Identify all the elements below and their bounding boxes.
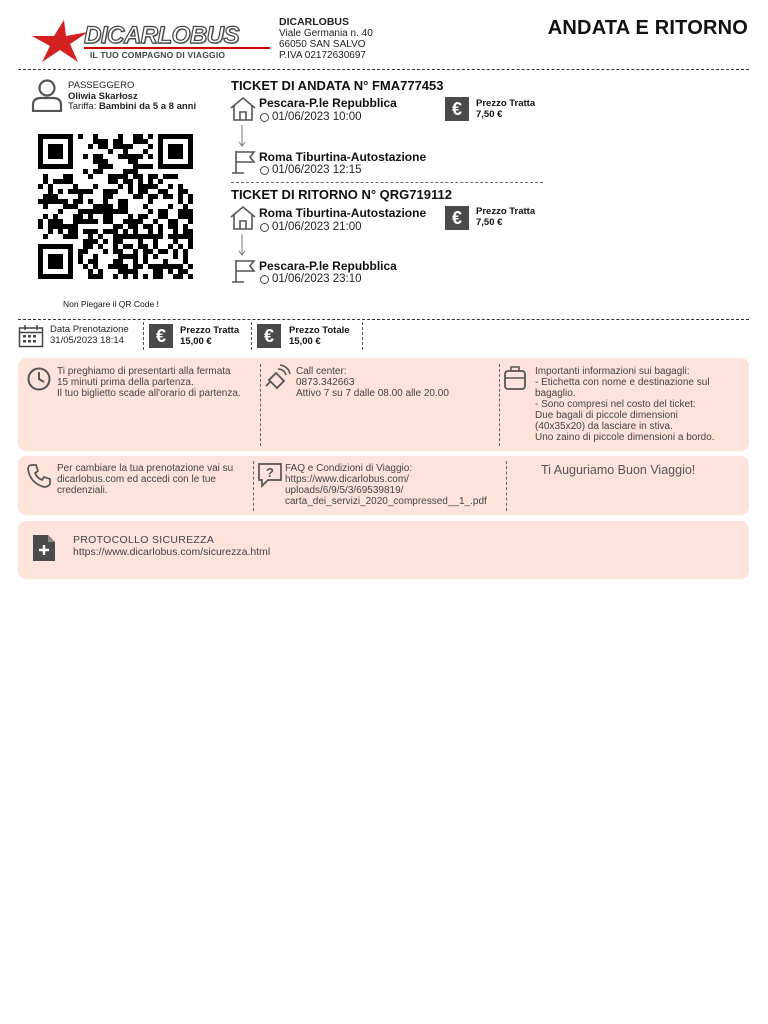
faq-link[interactable] bbox=[285, 463, 487, 507]
arrow-down-icon bbox=[238, 234, 246, 256]
luggage-info bbox=[535, 366, 715, 443]
luggage-line-7: Uno zaino di piccole dimensioni a bordo. bbox=[535, 432, 715, 443]
panel-sep bbox=[499, 364, 500, 446]
call-center-number: 0873.342663 bbox=[296, 377, 355, 388]
house-icon bbox=[229, 96, 257, 122]
arrival-note-line-2: 15 minuti prima della partenza. bbox=[57, 377, 194, 388]
tariff-label: Tariffa: bbox=[68, 101, 97, 112]
return-to: Pescara-P.le Repubblica bbox=[259, 259, 397, 273]
goodbye-message: Ti Auguriamo Buon Viaggio! bbox=[541, 463, 696, 477]
return-from: Roma Tiburtina-Autostazione bbox=[259, 206, 427, 220]
ticket-type-title: ANDATA E RITORNO bbox=[547, 17, 748, 39]
outbound-ticket-heading: TICKET DI ANDATA N° FMA777453 bbox=[231, 78, 444, 93]
call-center-label: Call center: bbox=[296, 366, 347, 377]
question-icon bbox=[257, 462, 283, 488]
clock-icon bbox=[260, 113, 269, 122]
outbound-price-label: Prezzo Tratta bbox=[476, 98, 536, 109]
euro-icon: € bbox=[445, 97, 469, 121]
return-price-block bbox=[476, 206, 535, 228]
qr-code bbox=[38, 134, 193, 279]
outbound-arrive-time: 01/06/2023 12:15 bbox=[272, 164, 362, 176]
change-line-1: Per cambiare la tua prenotazione vai su bbox=[57, 463, 234, 474]
phone-hand-icon bbox=[264, 364, 292, 390]
divider-top bbox=[18, 69, 749, 70]
divider-middle bbox=[18, 319, 749, 320]
faq-line-2[interactable]: https://www.dicarlobus.com/ bbox=[285, 474, 409, 485]
alarm-icon bbox=[26, 366, 52, 392]
faq-line-4[interactable]: carta_dei_servizi_2020_compressed__1_.pdf bbox=[285, 496, 487, 507]
outbound-depart-time: 01/06/2023 10:00 bbox=[272, 111, 362, 123]
clock-icon bbox=[260, 275, 269, 284]
booking-label: Data Prenotazione bbox=[50, 324, 129, 335]
segment-price-label: Prezzo Tratta bbox=[180, 325, 240, 336]
outbound-to: Roma Tiburtina-Autostazione bbox=[259, 150, 427, 164]
outbound-price: 7,50 € bbox=[476, 109, 503, 120]
return-arrive bbox=[260, 273, 362, 285]
document-plus-icon bbox=[31, 533, 57, 563]
vat-number: P.IVA 02172630697 bbox=[279, 50, 366, 61]
return-ticket-heading: TICKET DI RITORNO N° QRG719112 bbox=[231, 187, 452, 202]
summary-sep-1 bbox=[143, 322, 144, 350]
svg-text:?: ? bbox=[266, 465, 274, 480]
return-price-label: Prezzo Tratta bbox=[476, 206, 536, 217]
panel-sep bbox=[253, 461, 254, 511]
segment-price-block bbox=[180, 325, 239, 347]
panel-sep bbox=[260, 364, 261, 446]
flag-icon bbox=[230, 147, 258, 175]
luggage-line-1: Importanti informazioni sui bagagli: bbox=[535, 366, 690, 377]
logo-tagline: IL TUO COMPAGNO DI VIAGGIO bbox=[90, 50, 226, 60]
security-url[interactable]: https://www.dicarlobus.com/sicurezza.html bbox=[73, 546, 271, 558]
return-depart bbox=[260, 221, 362, 233]
tariff-row bbox=[68, 102, 196, 113]
company-info bbox=[279, 17, 373, 61]
qr-note: Non Piegare il QR Code ! bbox=[63, 299, 159, 309]
faq-line-1: FAQ e Condizioni di Viaggio: bbox=[285, 463, 413, 474]
passenger-label: PASSEGGERO bbox=[68, 80, 135, 91]
total-price-label: Prezzo Totale bbox=[289, 325, 350, 336]
address-line-1: Viale Germania n. 40 bbox=[279, 28, 373, 39]
euro-icon: € bbox=[149, 324, 173, 348]
total-price: 15,00 € bbox=[289, 336, 321, 347]
security-protocol bbox=[73, 534, 270, 558]
change-line-2[interactable]: dicarlobus.com ed accedi con le tue bbox=[57, 474, 216, 485]
person-icon bbox=[31, 78, 63, 112]
euro-icon: € bbox=[257, 324, 281, 348]
summary-sep-2 bbox=[251, 322, 252, 350]
passenger-name: Oliwia Skarłosz bbox=[68, 91, 138, 102]
return-price: 7,50 € bbox=[476, 217, 503, 228]
luggage-line-4: - Sono compresi nel costo del ticket: bbox=[535, 399, 696, 410]
ticket-divider bbox=[231, 182, 543, 183]
call-center-hours: Attivo 7 su 7 dalle 08.00 alle 20.00 bbox=[296, 388, 449, 399]
luggage-line-5: Due bagali di piccole dimensioni bbox=[535, 410, 678, 421]
change-line-3: credenziali. bbox=[57, 485, 108, 496]
outbound-depart bbox=[260, 111, 362, 123]
tariff-value: Bambini da 5 a 8 anni bbox=[98, 101, 197, 112]
panel-sep bbox=[506, 461, 507, 511]
company-name: DICARLOBUS bbox=[279, 16, 349, 28]
luggage-line-3: bagaglio. bbox=[535, 388, 576, 399]
security-label: PROTOCOLLO SICUREZZA bbox=[73, 534, 215, 546]
flag-icon bbox=[230, 256, 258, 284]
call-center bbox=[296, 366, 449, 399]
return-arrive-time: 01/06/2023 23:10 bbox=[272, 273, 362, 285]
booking-date-block bbox=[50, 325, 129, 346]
outbound-price-block bbox=[476, 98, 535, 120]
euro-icon: € bbox=[445, 206, 469, 230]
arrival-note-line-1: Ti preghiamo di presentarti alla fermata bbox=[57, 366, 231, 377]
luggage-line-2: - Etichetta con nome e destinazione sul bbox=[535, 377, 710, 388]
arrival-note bbox=[57, 366, 241, 399]
summary-sep-3 bbox=[362, 322, 363, 350]
house-icon bbox=[229, 205, 257, 231]
outbound-from: Pescara-P.le Repubblica bbox=[259, 96, 397, 110]
arrival-note-line-3: Il tuo biglietto scade all'orario di partenza. bbox=[57, 388, 241, 399]
luggage-icon bbox=[503, 365, 527, 391]
return-depart-time: 01/06/2023 21:00 bbox=[272, 221, 362, 233]
luggage-line-6: (40x35x20) da lasciare in stiva. bbox=[535, 421, 673, 432]
booking-date: 31/05/2023 18:14 bbox=[50, 334, 124, 346]
logo-wordmark: DICARLOBUS bbox=[84, 22, 239, 49]
clock-icon bbox=[260, 223, 269, 232]
faq-line-3[interactable]: uploads/6/9/5/3/69539819/ bbox=[285, 485, 404, 496]
change-booking-note bbox=[57, 463, 233, 496]
calendar-icon bbox=[18, 324, 44, 348]
phone-icon bbox=[26, 463, 52, 489]
star-logo-icon bbox=[30, 18, 90, 64]
total-price-block bbox=[289, 325, 350, 347]
arrow-down-icon bbox=[238, 125, 246, 147]
outbound-arrive bbox=[260, 164, 362, 176]
segment-price: 15,00 € bbox=[180, 336, 212, 347]
address-line-2: 66050 SAN SALVO bbox=[279, 39, 366, 50]
clock-icon bbox=[260, 166, 269, 175]
